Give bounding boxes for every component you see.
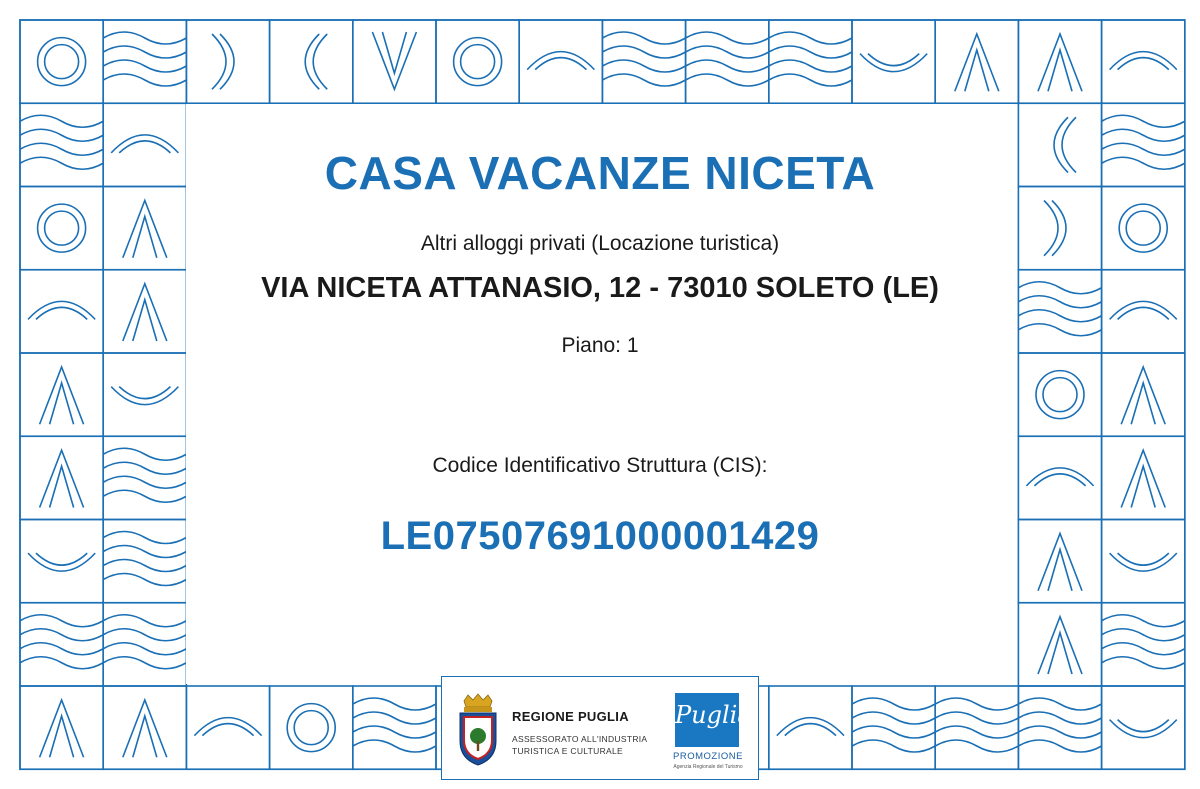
sponsor-logos (441, 676, 759, 780)
puglia-logo-word: Puglia (675, 701, 752, 729)
region-department-line2: TURISTICA E CULTURALE (512, 746, 623, 756)
promozione-label: PROMOZIONE (673, 751, 743, 762)
sign-panel (186, 104, 1014, 684)
cis-label: Codice Identificativo Struttura (CIS): (432, 454, 768, 477)
property-address: VIA NICETA ATTANASIO, 12 - 73010 SOLETO (LE) (261, 272, 939, 304)
cis-code: LE07507691000001429 (380, 514, 820, 558)
promozione-tagline: Agenzia Regionale del Turismo (673, 764, 743, 770)
accommodation-category: Altri alloggi privati (Locazione turistica) (420, 232, 780, 255)
property-title: CASA VACANZE NICETA (324, 147, 876, 199)
floor-number: Piano: 1 (561, 334, 639, 357)
region-department-line1: ASSESSORATO ALL'INDUSTRIA (512, 734, 648, 744)
regione-puglia-emblem-icon (454, 693, 502, 767)
region-name: REGIONE PUGLIA (512, 709, 629, 724)
puglia-promozione-logo (675, 693, 752, 747)
